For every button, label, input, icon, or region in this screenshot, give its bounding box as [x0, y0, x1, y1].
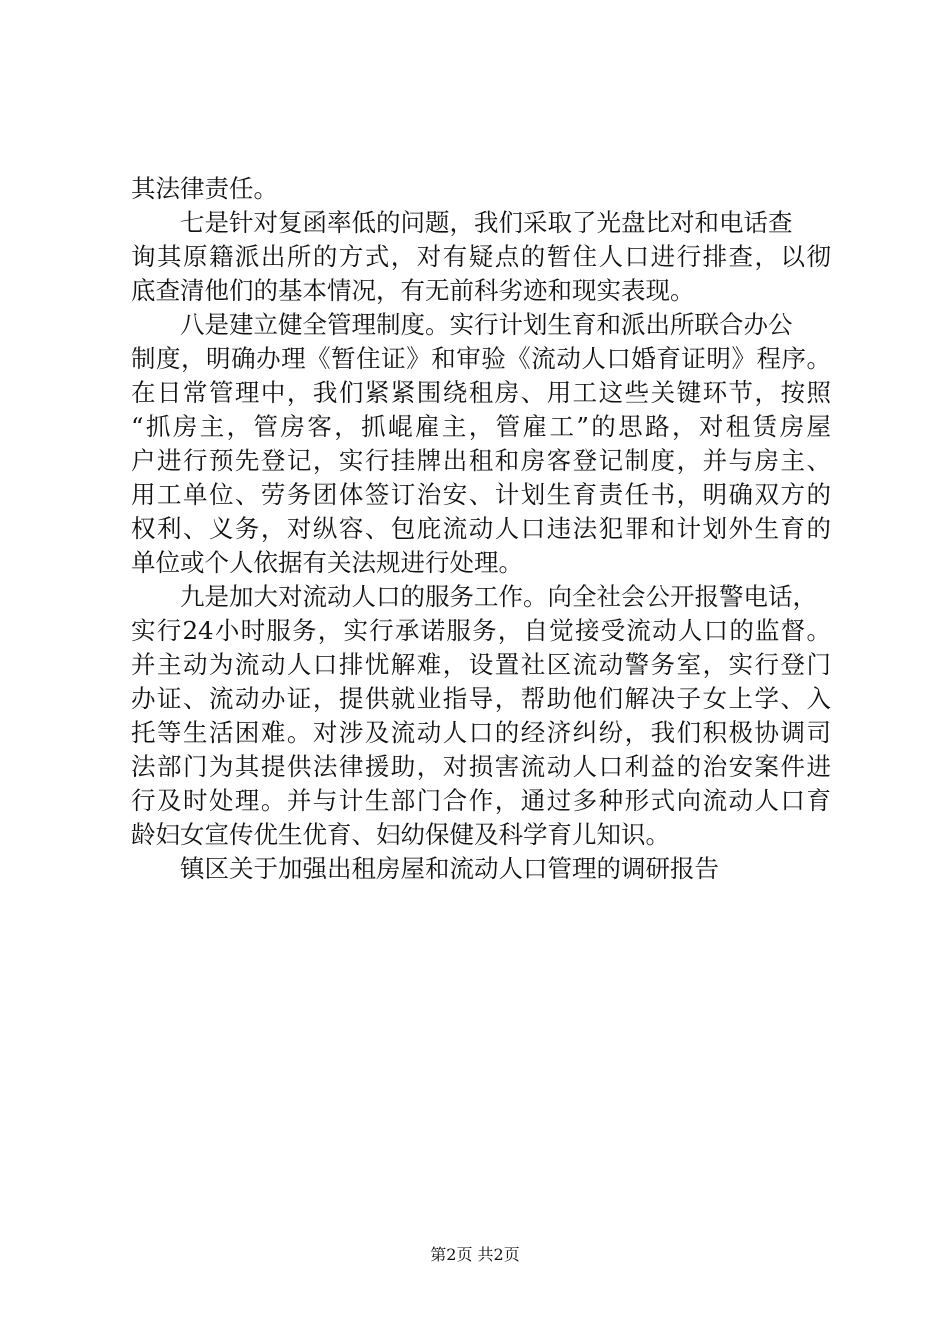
text-line-20: 龄妇女宣传优生优育、妇幼保健及科学育儿知识。: [131, 820, 670, 849]
page-number-footer: 第2页 共2页: [430, 1245, 520, 1264]
text-line-11: 权利、义务，对纵容、包庇流动人口违法犯罪和计划外生育的: [131, 514, 831, 543]
text-line-6: 制度，明确办理《暂住证》和审验《流动人口婚育证明》程序。: [131, 344, 831, 373]
text-line-12: 单位或个人依据有关法规进行处理。: [131, 548, 523, 577]
text-line-19: 行及时处理。并与计生部门合作，通过多种形式向流动人口育: [131, 786, 831, 815]
text-line-16: 办证、流动办证，提供就业指导，帮助他们解决子女上学、入: [131, 684, 831, 713]
text-line-10: 用工单位、劳务团体签订治安、计划生育责任书，明确双方的: [131, 480, 831, 509]
text-line-13: 九是加大对流动人口的服务工作。向全社会公开报警电话，: [180, 582, 817, 611]
text-line-8: “抓房主，管房客，抓崐雇主，管雇工”的思路，对租赁房屋: [131, 412, 831, 441]
text-line-21: 镇区关于加强出租房屋和流动人口管理的调研报告: [180, 854, 719, 883]
text-line-14: 实行24小时服务，实行承诺服务，自觉接受流动人口的监督。: [131, 616, 831, 645]
text-line-18: 法部门为其提供法律援助，对损害流动人口利益的治安案件进: [131, 752, 831, 781]
text-line-4: 底查清他们的基本情况，有无前科劣迹和现实表现。: [131, 276, 695, 305]
text-line-15: 并主动为流动人口排忧解难，设置社区流动警务室，实行登门: [131, 650, 831, 679]
text-line-9: 户进行预先登记，实行挂牌出租和房客登记制度，并与房主、: [131, 446, 831, 475]
text-line-5: 八是建立健全管理制度。实行计划生育和派出所联合办公: [180, 310, 793, 339]
document-body: [131, 172, 831, 886]
text-line-2: 七是针对复函率低的问题，我们采取了光盘比对和电话查: [180, 208, 793, 237]
text-line-1: 其法律责任。: [131, 174, 278, 203]
text-line-17: 托等生活困难。对涉及流动人口的经济纠纷，我们积极协调司: [131, 718, 831, 747]
text-line-7: 在日常管理中，我们紧紧围绕租房、用工这些关键环节，按照: [131, 378, 831, 407]
text-line-3: 询其原籍派出所的方式，对有疑点的暂住人口进行排查，以彻: [131, 242, 831, 271]
